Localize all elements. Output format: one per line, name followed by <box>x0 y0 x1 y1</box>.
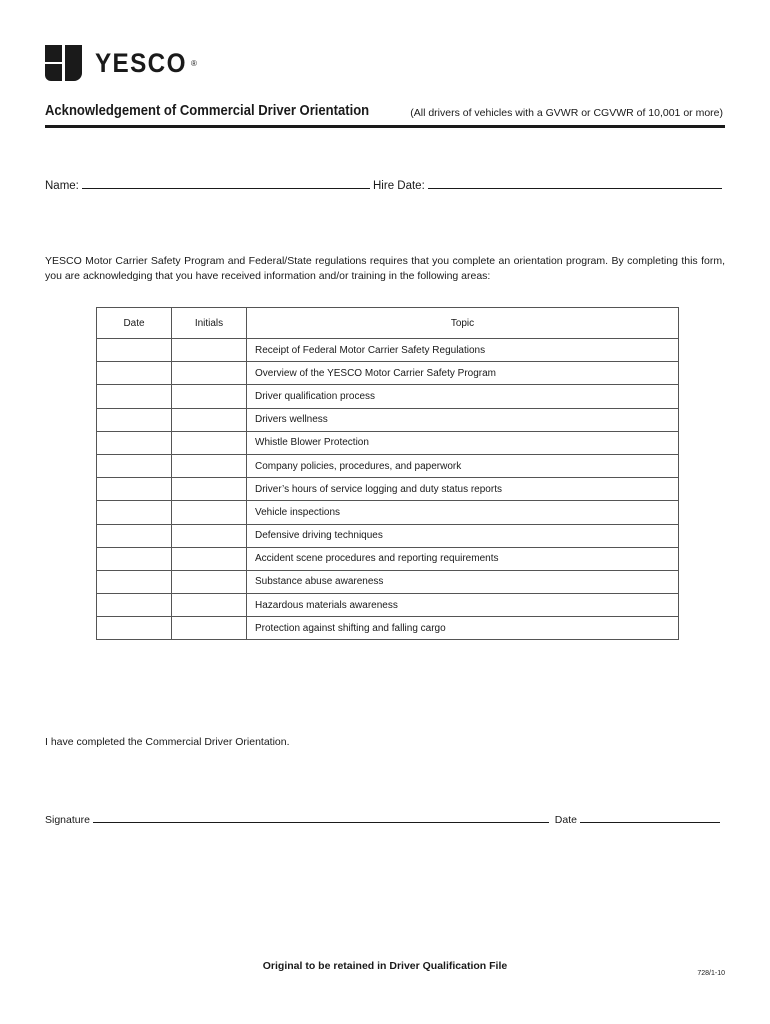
table-row <box>97 431 679 454</box>
title-row <box>45 103 725 128</box>
date-cell[interactable] <box>97 408 172 431</box>
date-cell[interactable] <box>97 339 172 362</box>
table-row <box>97 570 679 593</box>
logo-wordmark: YESCO <box>95 47 187 78</box>
orientation-topics-table <box>96 307 679 640</box>
date-cell[interactable] <box>97 617 172 640</box>
date-label: Date <box>554 814 577 826</box>
hire-date-input-line[interactable] <box>428 178 722 189</box>
table-row <box>97 408 679 431</box>
document-title: Acknowledgement of Commercial Driver Orientation <box>45 103 370 119</box>
table-row <box>97 524 679 547</box>
topic-column-header: Topic <box>247 308 679 339</box>
intro-paragraph: YESCO Motor Carrier Safety Program and Federal/State regulations requires that you complete an orientation program. By completing this form, you are acknowledging that you have received information and/or training in the following areas: <box>45 255 725 282</box>
date-cell[interactable] <box>97 594 172 617</box>
yesco-logo <box>45 45 197 81</box>
topic-cell: Overview of the YESCO Motor Carrier Safety Program <box>247 362 679 385</box>
initials-cell[interactable] <box>172 339 247 362</box>
name-field[interactable] <box>45 178 370 192</box>
initials-cell[interactable] <box>172 617 247 640</box>
table-row <box>97 362 679 385</box>
initials-column-header: Initials <box>172 308 247 339</box>
topic-cell: Company policies, procedures, and paperwork <box>247 454 679 477</box>
date-cell[interactable] <box>97 385 172 408</box>
registered-mark: ® <box>191 58 197 68</box>
date-cell[interactable] <box>97 570 172 593</box>
table-row <box>97 547 679 570</box>
retention-note: Original to be retained in Driver Qualification File <box>262 960 508 972</box>
table-row <box>97 594 679 617</box>
initials-cell[interactable] <box>172 524 247 547</box>
initials-cell[interactable] <box>172 362 247 385</box>
topic-cell: Defensive driving techniques <box>247 524 679 547</box>
hire-date-label: Hire Date: <box>373 180 425 192</box>
signature-label: Signature <box>45 814 90 826</box>
table-row <box>97 501 679 524</box>
yesco-logo-mark-icon <box>45 45 83 81</box>
topic-cell: Drivers wellness <box>247 408 679 431</box>
topic-cell: Accident scene procedures and reporting requirements <box>247 547 679 570</box>
topic-cell: Receipt of Federal Motor Carrier Safety Regulations <box>247 339 679 362</box>
table-header-row <box>97 308 679 339</box>
name-input-line[interactable] <box>82 178 370 189</box>
initials-cell[interactable] <box>172 385 247 408</box>
date-cell[interactable] <box>97 547 172 570</box>
date-column-header: Date <box>97 308 172 339</box>
initials-cell[interactable] <box>172 547 247 570</box>
date-cell[interactable] <box>97 431 172 454</box>
topic-cell: Driver’s hours of service logging and duty status reports <box>247 478 679 501</box>
date-cell[interactable] <box>97 501 172 524</box>
topic-cell: Whistle Blower Protection <box>247 431 679 454</box>
document-subtitle: (All drivers of vehicles with a GVWR or CGVWR of 10,001 or more) <box>410 107 723 119</box>
topic-cell: Protection against shifting and falling cargo <box>247 617 679 640</box>
form-number: 728/1-10 <box>697 970 725 977</box>
table-row <box>97 617 679 640</box>
name-label: Name: <box>45 180 79 192</box>
topic-cell: Hazardous materials awareness <box>247 594 679 617</box>
topic-cell: Substance abuse awareness <box>247 570 679 593</box>
signature-row <box>45 812 720 826</box>
initials-cell[interactable] <box>172 501 247 524</box>
initials-cell[interactable] <box>172 594 247 617</box>
initials-cell[interactable] <box>172 478 247 501</box>
initials-cell[interactable] <box>172 408 247 431</box>
topic-cell: Driver qualification process <box>247 385 679 408</box>
date-cell[interactable] <box>97 362 172 385</box>
date-input-line[interactable] <box>580 812 720 823</box>
date-cell[interactable] <box>97 454 172 477</box>
initials-cell[interactable] <box>172 454 247 477</box>
table-row <box>97 478 679 501</box>
table-row <box>97 454 679 477</box>
date-cell[interactable] <box>97 524 172 547</box>
completion-statement: I have completed the Commercial Driver Orientation. <box>45 736 290 748</box>
table-row <box>97 385 679 408</box>
initials-cell[interactable] <box>172 570 247 593</box>
date-cell[interactable] <box>97 478 172 501</box>
table-row <box>97 339 679 362</box>
signature-input-line[interactable] <box>93 812 549 823</box>
initials-cell[interactable] <box>172 431 247 454</box>
hire-date-field[interactable] <box>373 178 722 192</box>
topic-cell: Vehicle inspections <box>247 501 679 524</box>
